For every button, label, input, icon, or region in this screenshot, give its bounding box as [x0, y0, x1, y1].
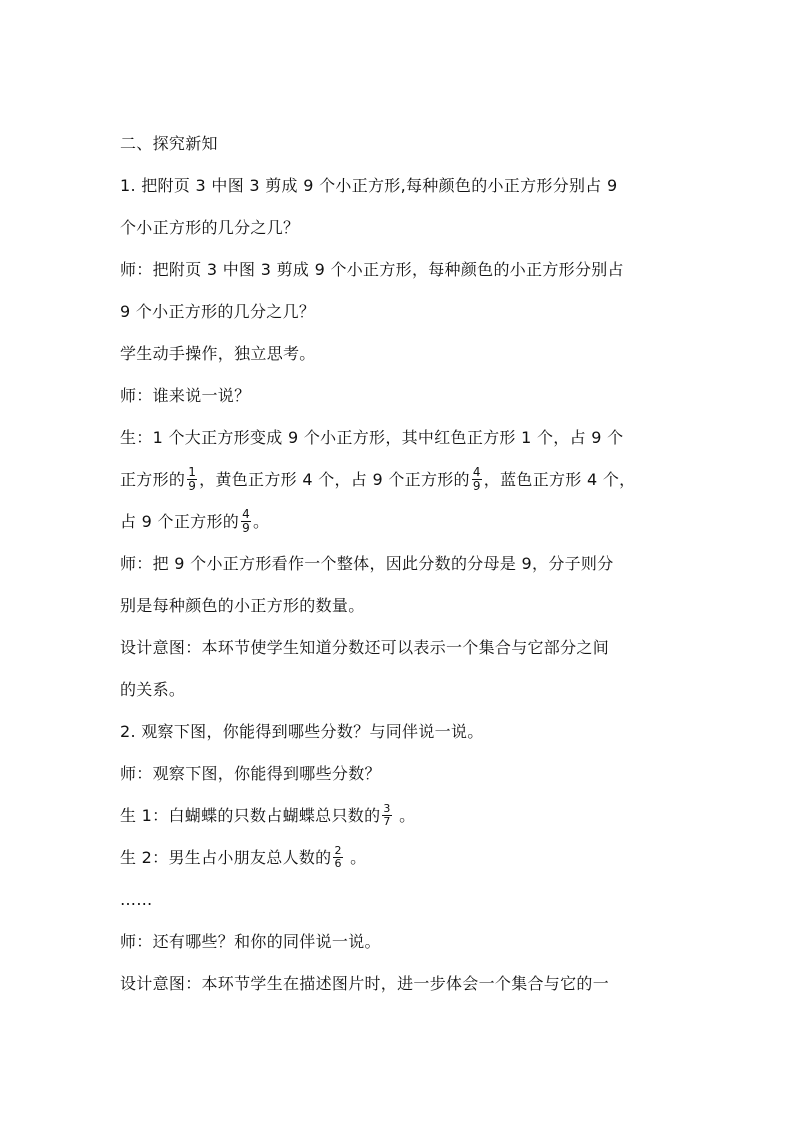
fraction-two-sixths — [333, 845, 342, 870]
teacher-explanation-line-2: 别是每种颜色的小正方形的数量。 — [120, 596, 365, 615]
section-heading: 二、探究新知 — [120, 134, 218, 153]
question-2: 2. 观察下图，你能得到哪些分数？与同伴说一说。 — [120, 722, 484, 741]
design-intent-2-line-1: 设计意图：本环节学生在描述图片时，进一步体会一个集合与它的一 — [120, 974, 610, 993]
fraction-numerator: 4 — [472, 465, 481, 479]
fraction-denominator: 7 — [383, 815, 391, 828]
teacher-prompt-1-line-2: 9 个小正方形的几分之几？ — [120, 302, 316, 321]
fraction-one-ninth — [187, 466, 197, 493]
student-answer-line-2 — [120, 462, 688, 498]
fraction-denominator: 9 — [472, 479, 481, 493]
text-segment: ，蓝色正方形 4 个， — [483, 470, 636, 489]
teacher-prompt-1-line-1: 师：把附页 3 中图 3 剪成 9 个小正方形，每种颜色的小正方形分别占 — [120, 260, 624, 279]
fraction-numerator: 2 — [334, 844, 342, 857]
fraction-denominator: 9 — [242, 521, 250, 535]
student-2-answer — [120, 840, 688, 876]
fraction-denominator: 6 — [334, 857, 342, 870]
fraction-three-sevenths — [382, 803, 391, 828]
fraction-four-ninths-2 — [241, 508, 251, 535]
document-body — [120, 126, 688, 1008]
student-answer-line-3 — [120, 504, 688, 540]
design-intent-1-line-2: 的关系。 — [120, 680, 186, 699]
question-1-line-1: 1. 把附页 3 中图 3 剪成 9 个小正方形,每种颜色的小正方形分别占 9 — [120, 176, 618, 195]
design-intent-1-line-1: 设计意图：本环节使学生知道分数还可以表示一个集合与它部分之间 — [120, 638, 610, 657]
student-1-answer — [120, 798, 688, 834]
student-activity: 学生动手操作，独立思考。 — [120, 344, 316, 363]
fraction-numerator: 4 — [242, 507, 250, 521]
text-segment: 正方形的 — [120, 470, 186, 489]
fraction-four-ninths — [472, 466, 482, 493]
text-segment: 占 9 个正方形的 — [120, 512, 240, 531]
fraction-denominator: 9 — [188, 479, 197, 493]
text-segment: ，黄色正方形 4 个，占 9 个正方形的 — [199, 470, 470, 489]
text-segment: 生 1：白蝴蝶的只数占蝴蝶总只数的 — [120, 806, 381, 825]
teacher-prompt-4: 师：还有哪些？和你的同伴说一说。 — [120, 932, 381, 951]
teacher-explanation-line-1: 师：把 9 个小正方形看作一个整体，因此分数的分母是 9，分子则分 — [120, 554, 614, 573]
fraction-numerator: 1 — [188, 465, 197, 479]
text-segment: 。 — [344, 848, 367, 867]
student-answer-line-1: 生：1 个大正方形变成 9 个小正方形，其中红色正方形 1 个，占 9 个 — [120, 428, 624, 447]
question-1-line-2: 个小正方形的几分之几？ — [120, 218, 300, 237]
text-segment: 生 2：男生占小朋友总人数的 — [120, 848, 332, 867]
text-segment: 。 — [253, 512, 270, 531]
fraction-numerator: 3 — [383, 802, 391, 815]
text-segment: 。 — [393, 806, 416, 825]
teacher-prompt-2: 师：谁来说一说？ — [120, 386, 251, 405]
ellipsis: …… — [120, 890, 153, 909]
teacher-prompt-3: 师：观察下图，你能得到哪些分数？ — [120, 764, 381, 783]
